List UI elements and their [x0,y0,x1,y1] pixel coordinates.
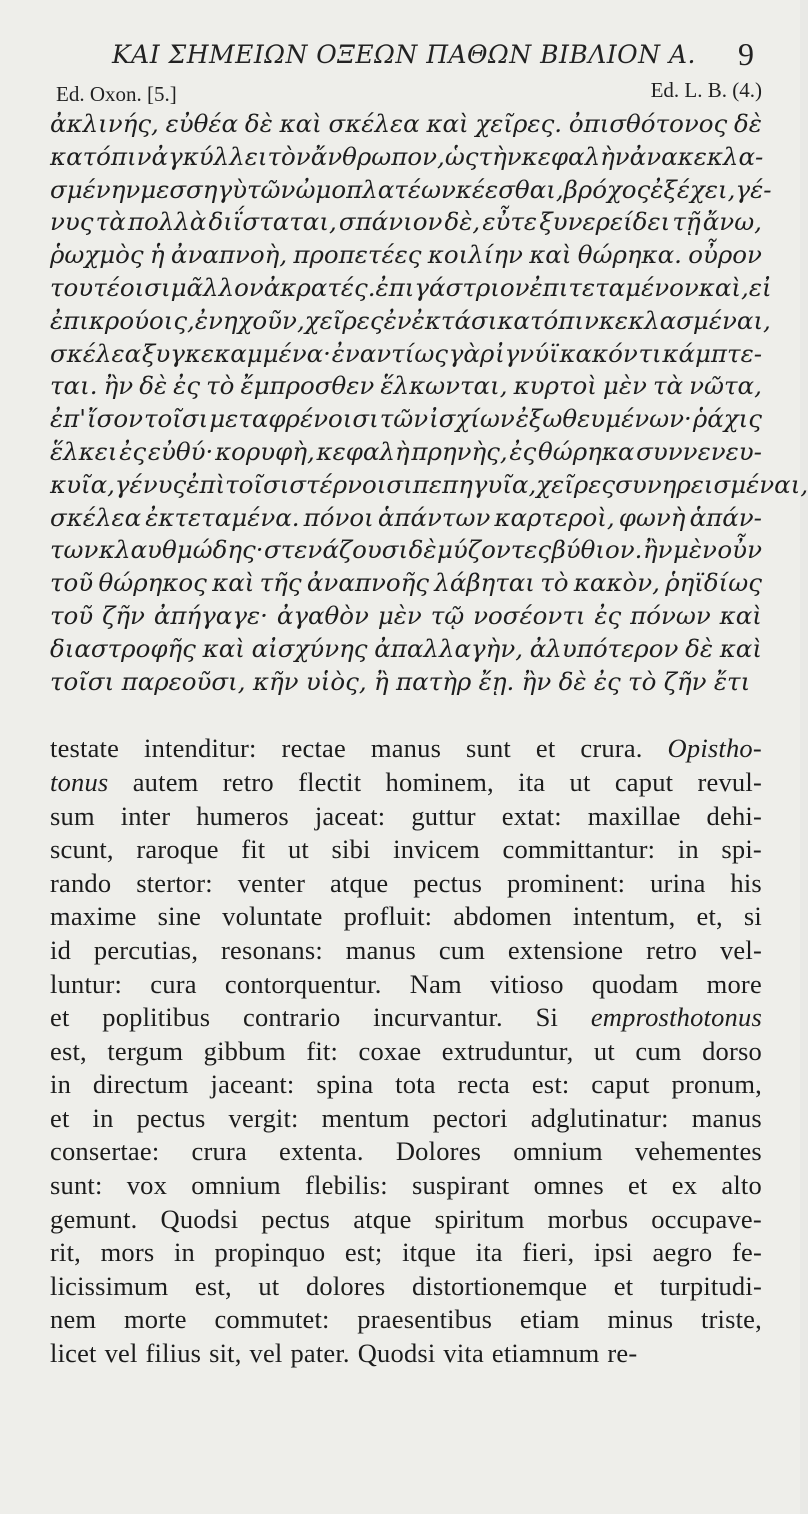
latin-text-line: sum inter humeros jaceat: guttur extat: maxillae dehi- [50,800,762,831]
greek-text-line: διαστροφῆς καὶ αἰσχύνης ἀπαλλαγὴν, ἀλυπότερον δὲ καὶ [50,633,762,663]
greek-text-line: ἐπ' ἴσον τοῖσι μεταφρένοισι τῶν ἰσχίων ἐξωθευμένων· ῥάχις [50,404,762,434]
latin-text-line: rit, mors in propinquo est; itque ita fieri, ipsi aegro fe- [50,1237,762,1268]
edition-lb: Ed. L. B. (4.) [650,78,762,102]
greek-text-line: κατόπιν ἀγκύλλει τὸν ἄνθρωπον, ὡς τὴν κεφαλὴν ἀνακεκλα- [50,141,764,171]
greek-text-line: σκέλεα ἐκτεταμένα. πόνοι ἁπάντων καρτεροὶ, φωνὴ ἁπάν- [50,502,762,532]
latin-text-line: testate intenditur: rectae manus sunt et crura. Opistho- [50,733,762,764]
page-number: 9 [738,36,754,72]
latin-text-line: rando stertor: venter atque pectus prominent: urina his [50,867,762,898]
greek-text-line: τουτέοισι μᾶλλον ἀκρατές. ἐπιγάστριον ἐπιτεταμένον καὶ, εἰ [50,272,772,302]
latin-text-line: nem morte commutet: praesentibus etiam minus triste, [50,1304,762,1335]
latin-text-line: id percutias, resonans: manus cum extensione retro vel- [50,934,762,965]
latin-text-line: luntur: cura contorquentur. Nam vitioso quodam more [50,968,762,999]
latin-text-line: est, tergum gibbum fit: coxae extruduntur, ut cum dorso [50,1035,762,1066]
latin-text-line: licet vel filius sit, vel pater. Quodsi vita etiamnum re- [50,1338,638,1369]
latin-text-line: consertae: crura extenta. Dolores omnium vehementes [50,1136,762,1167]
latin-text-line: et in pectus vergit: mentum pectori adglutinatur: manus [50,1102,762,1133]
latin-text [50,732,762,1370]
greek-text-line: σμένην μεσσηγὺ τῶν ὠμοπλατέων κέεσθαι, βρόχος ἐξέχει, γέ- [50,174,772,204]
greek-text-line: ἐπικρούοις, ἐνηχοῦν, χεῖρες ἐν ἐκτάσι κατόπιν κεκλασμέναι, [50,305,771,335]
greek-text [50,108,808,698]
greek-text-line: τοῦ ζῆν ἀπήγαγε· ἀγαθὸν μὲν τῷ νοσέοντι ἐς πόνων καὶ [50,600,762,630]
latin-text-line: in directum jaceant: spina tota recta est: caput pronum, [50,1069,762,1100]
latin-text-line: maxime sine voluntate profluit: abdomen intentum, et, si [50,901,762,932]
greek-text-line: τοῦ θώρηκος καὶ τῆς ἀναπνοῆς λάβηται τὸ κακὸν, ῥηϊδίως [50,568,762,598]
greek-text-line: σκέλεα ξυγκεκαμμένα· ἐναντίως γὰρ ἰγνύϊ κακόν τι κάμπτε- [50,338,762,368]
running-title: ΚΑΙ ΣΗΜΕΙΩΝ ΟΞΕΩΝ ΠΑΘΩΝ ΒΙΒΛΙΟΝ Α. [112,40,696,69]
greek-text-line: ται. ἢν δὲ ἐς τὸ ἔμπροσθεν ἕλκωνται, κυρτοὶ μὲν τὰ νῶτα, [50,371,762,401]
greek-text-line: ἕλκει ἐς εὐθύ· κορυφὴ, κεφαλὴ πρηνὴς, ἐς θώρηκα συννενευ- [50,436,762,466]
running-head [50,28,762,78]
greek-text-line: ἀκλινής, εὐθέα δὲ καὶ σκέλεα καὶ χεῖρες. ὀπισθότονος δὲ [50,109,762,138]
latin-text-line: licissimum est, ut dolores distortionemque et turpitudi- [50,1270,762,1301]
greek-text-line: τοῖσι παρεοῦσι, κῆν υἱὸς, ἢ πατὴρ ἔῃ. ἢν δὲ ἐς τὸ ζῆν ἔτι [50,666,751,696]
greek-text-line: ῥωχμὸς ἡ ἀναπνοὴ, προπετέες κοιλίην καὶ θώρηκα. οὖρον [50,240,762,270]
greek-text-line: κυῖα, γένυς ἐπὶ τοῖσι στέρνοισι πεπηγυῖα, χεῖρες συνηρεισμέναι, [50,469,808,499]
latin-text-line: sunt: vox omnium flebilis: suspirant omnes et ex alto [50,1170,762,1201]
latin-text-line: scunt, raroque fit ut sibi invicem committantur: in spi- [50,834,762,865]
edition-oxon: Ed. Oxon. [5.] [56,82,177,106]
latin-text-line: et poplitibus contrario incurvantur. Si emprosthotonus [50,1002,762,1033]
greek-text-line: των κλαυθμώδης· στενάζουσι δὲ μύζοντες βύθιον. ἢν μὲν οὖν [50,535,762,565]
latin-text-line: gemunt. Quodsi pectus atque spiritum morbus occupave- [50,1203,762,1234]
edition-line [50,78,762,108]
latin-text-line: tonus autem retro flectit hominem, ita ut caput revul- [50,766,762,797]
greek-text-line: νυς τὰ πολλὰ διΐσταται, σπάνιον δὲ, εὖτε ξυνερείδει τῇ ἄνω, [50,207,762,237]
